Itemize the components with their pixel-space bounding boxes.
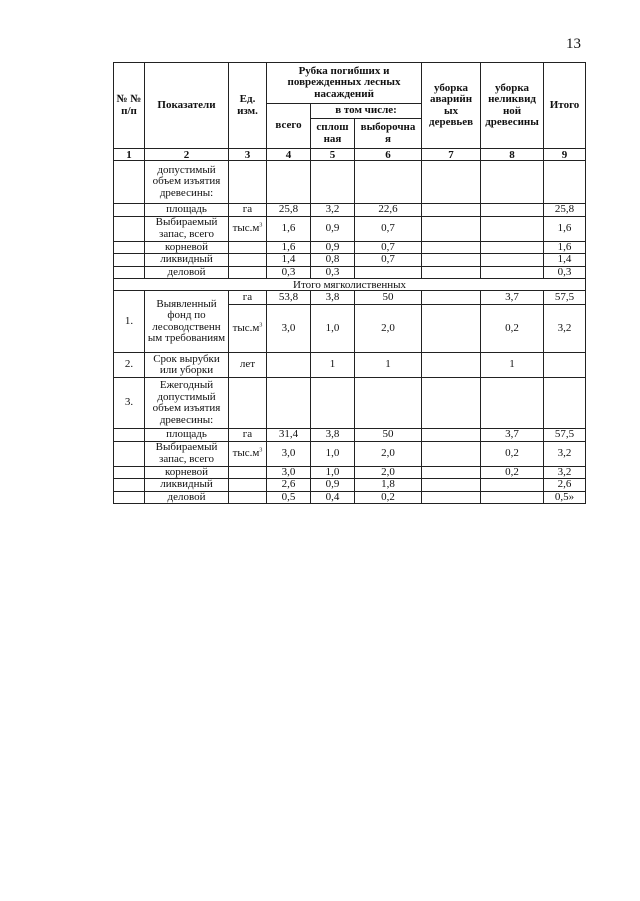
header-total: всего	[267, 104, 311, 149]
value-cell: 0,3	[544, 266, 586, 279]
header-unit: Ед. изм.	[229, 63, 267, 149]
indicator-label: Срок вырубки или уборки	[145, 353, 229, 378]
value-cell: 25,8	[267, 204, 311, 217]
value-cell	[481, 241, 544, 254]
row-number: 1.	[114, 291, 145, 353]
value-cell	[422, 429, 481, 442]
value-cell	[481, 491, 544, 504]
column-number: 3	[229, 149, 267, 161]
column-number: 7	[422, 149, 481, 161]
value-cell: 3,7	[481, 291, 544, 305]
column-number: 9	[544, 149, 586, 161]
column-number: 1	[114, 149, 145, 161]
unit-cell: лет	[229, 353, 267, 378]
value-cell	[422, 491, 481, 504]
value-cell	[422, 266, 481, 279]
value-cell	[481, 254, 544, 267]
unit-cell: $тыс.м^3$	[229, 305, 267, 353]
value-cell	[422, 441, 481, 466]
value-cell	[481, 479, 544, 492]
value-cell: 2,0	[355, 441, 422, 466]
indicator-label: допустимый объем изъятия древесины:	[145, 161, 229, 204]
value-cell: 0,2	[481, 441, 544, 466]
value-cell: 57,5	[544, 291, 586, 305]
unit-cell	[229, 254, 267, 267]
felling-table	[113, 62, 586, 504]
value-cell	[422, 466, 481, 479]
unit-cell: га	[229, 291, 267, 305]
unit-cell: га	[229, 204, 267, 217]
header-felling-group: Рубка погибших и поврежденных лесных насаждений	[267, 63, 422, 104]
value-cell	[481, 204, 544, 217]
value-cell: 1,0	[311, 305, 355, 353]
column-number: 4	[267, 149, 311, 161]
unit-cell: $тыс.м^3$	[229, 216, 267, 241]
indicator-label: Выбираемый запас, всего	[145, 216, 229, 241]
value-cell	[422, 479, 481, 492]
value-cell: 1,4	[267, 254, 311, 267]
value-cell	[422, 254, 481, 267]
page-number: 13	[566, 36, 581, 52]
value-cell	[544, 353, 586, 378]
value-cell: 3,8	[311, 291, 355, 305]
header-indicator: Показатели	[145, 63, 229, 149]
column-number: 8	[481, 149, 544, 161]
value-cell: 1,6	[267, 241, 311, 254]
value-cell: 0,8	[311, 254, 355, 267]
indicator-label: Ежегодный допустимый объем изъятия древесины:	[145, 378, 229, 429]
row-number: 3.	[114, 378, 145, 429]
indicator-label: ликвидный	[145, 254, 229, 267]
value-cell: 0,9	[311, 241, 355, 254]
value-cell: 1,6	[544, 216, 586, 241]
value-cell: 22,6	[355, 204, 422, 217]
value-cell: 0,7	[355, 254, 422, 267]
value-cell: 3,0	[267, 305, 311, 353]
value-cell: 3,2	[544, 466, 586, 479]
value-cell: 1,0	[311, 441, 355, 466]
header-number: № № п/п	[114, 63, 145, 149]
value-cell: 2,0	[355, 305, 422, 353]
indicator-label: Выявленный фонд по лесоводственн ым требованиям	[145, 291, 229, 353]
value-cell: 2,0	[355, 466, 422, 479]
value-cell	[481, 266, 544, 279]
value-cell: 3,2	[544, 441, 586, 466]
value-cell: 0,5	[267, 491, 311, 504]
value-cell: 0,2	[355, 491, 422, 504]
column-number: 5	[311, 149, 355, 161]
value-cell: 0,3	[267, 266, 311, 279]
indicator-label: корневой	[145, 466, 229, 479]
value-cell: 3,2	[544, 305, 586, 353]
indicator-label: корневой	[145, 241, 229, 254]
value-cell: 3,8	[311, 429, 355, 442]
value-cell: 0,4	[311, 491, 355, 504]
indicator-label: площадь	[145, 204, 229, 217]
value-cell: 0,9	[311, 216, 355, 241]
unit-cell: $тыс.м^3$	[229, 441, 267, 466]
value-cell: 2,6	[267, 479, 311, 492]
indicator-label: деловой	[145, 266, 229, 279]
unit-cell	[229, 491, 267, 504]
unit-cell	[229, 479, 267, 492]
value-cell	[267, 353, 311, 378]
value-cell: 0,7	[355, 216, 422, 241]
value-cell: 53,8	[267, 291, 311, 305]
value-cell: 3,7	[481, 429, 544, 442]
value-cell	[422, 305, 481, 353]
value-cell: 2,6	[544, 479, 586, 492]
value-cell: 1,6	[267, 216, 311, 241]
column-number: 2	[145, 149, 229, 161]
value-cell	[481, 216, 544, 241]
value-cell: 57,5	[544, 429, 586, 442]
value-cell: 25,8	[544, 204, 586, 217]
indicator-label: Выбираемый запас, всего	[145, 441, 229, 466]
header-itogo: Итого	[544, 63, 586, 149]
value-cell: 1	[311, 353, 355, 378]
indicator-label: деловой	[145, 491, 229, 504]
value-cell: 1,4	[544, 254, 586, 267]
section-title: Итого мягколиственных	[114, 279, 586, 291]
column-number: 6	[355, 149, 422, 161]
value-cell: 0,5»	[544, 491, 586, 504]
value-cell: 1	[355, 353, 422, 378]
value-cell	[422, 204, 481, 217]
indicator-label: площадь	[145, 429, 229, 442]
unit-cell	[229, 266, 267, 279]
value-cell	[355, 266, 422, 279]
value-cell: 1	[481, 353, 544, 378]
value-cell: 3,2	[311, 204, 355, 217]
unit-cell: га	[229, 429, 267, 442]
header-illiquid-cleanup: уборка неликвид ной древесины	[481, 63, 544, 149]
value-cell: 3,0	[267, 441, 311, 466]
value-cell: 50	[355, 429, 422, 442]
value-cell: 1,8	[355, 479, 422, 492]
value-cell: 1,0	[311, 466, 355, 479]
value-cell: 31,4	[267, 429, 311, 442]
value-cell: 0,3	[311, 266, 355, 279]
header-selective: выборочна я	[355, 119, 422, 149]
value-cell	[422, 241, 481, 254]
header-solid: сплош ная	[311, 119, 355, 149]
unit-cell	[229, 241, 267, 254]
value-cell: 3,0	[267, 466, 311, 479]
header-emergency-cleanup: уборка аварийн ых деревьев	[422, 63, 481, 149]
value-cell: 1,6	[544, 241, 586, 254]
value-cell: 0,2	[481, 466, 544, 479]
unit-cell	[229, 466, 267, 479]
value-cell	[422, 216, 481, 241]
value-cell	[422, 291, 481, 305]
row-number	[114, 161, 145, 204]
indicator-label: ликвидный	[145, 479, 229, 492]
value-cell	[422, 353, 481, 378]
header-subgroup: в том числе:	[311, 104, 422, 119]
value-cell: 50	[355, 291, 422, 305]
value-cell: 0,7	[355, 241, 422, 254]
row-number: 2.	[114, 353, 145, 378]
value-cell: 0,9	[311, 479, 355, 492]
value-cell: 0,2	[481, 305, 544, 353]
